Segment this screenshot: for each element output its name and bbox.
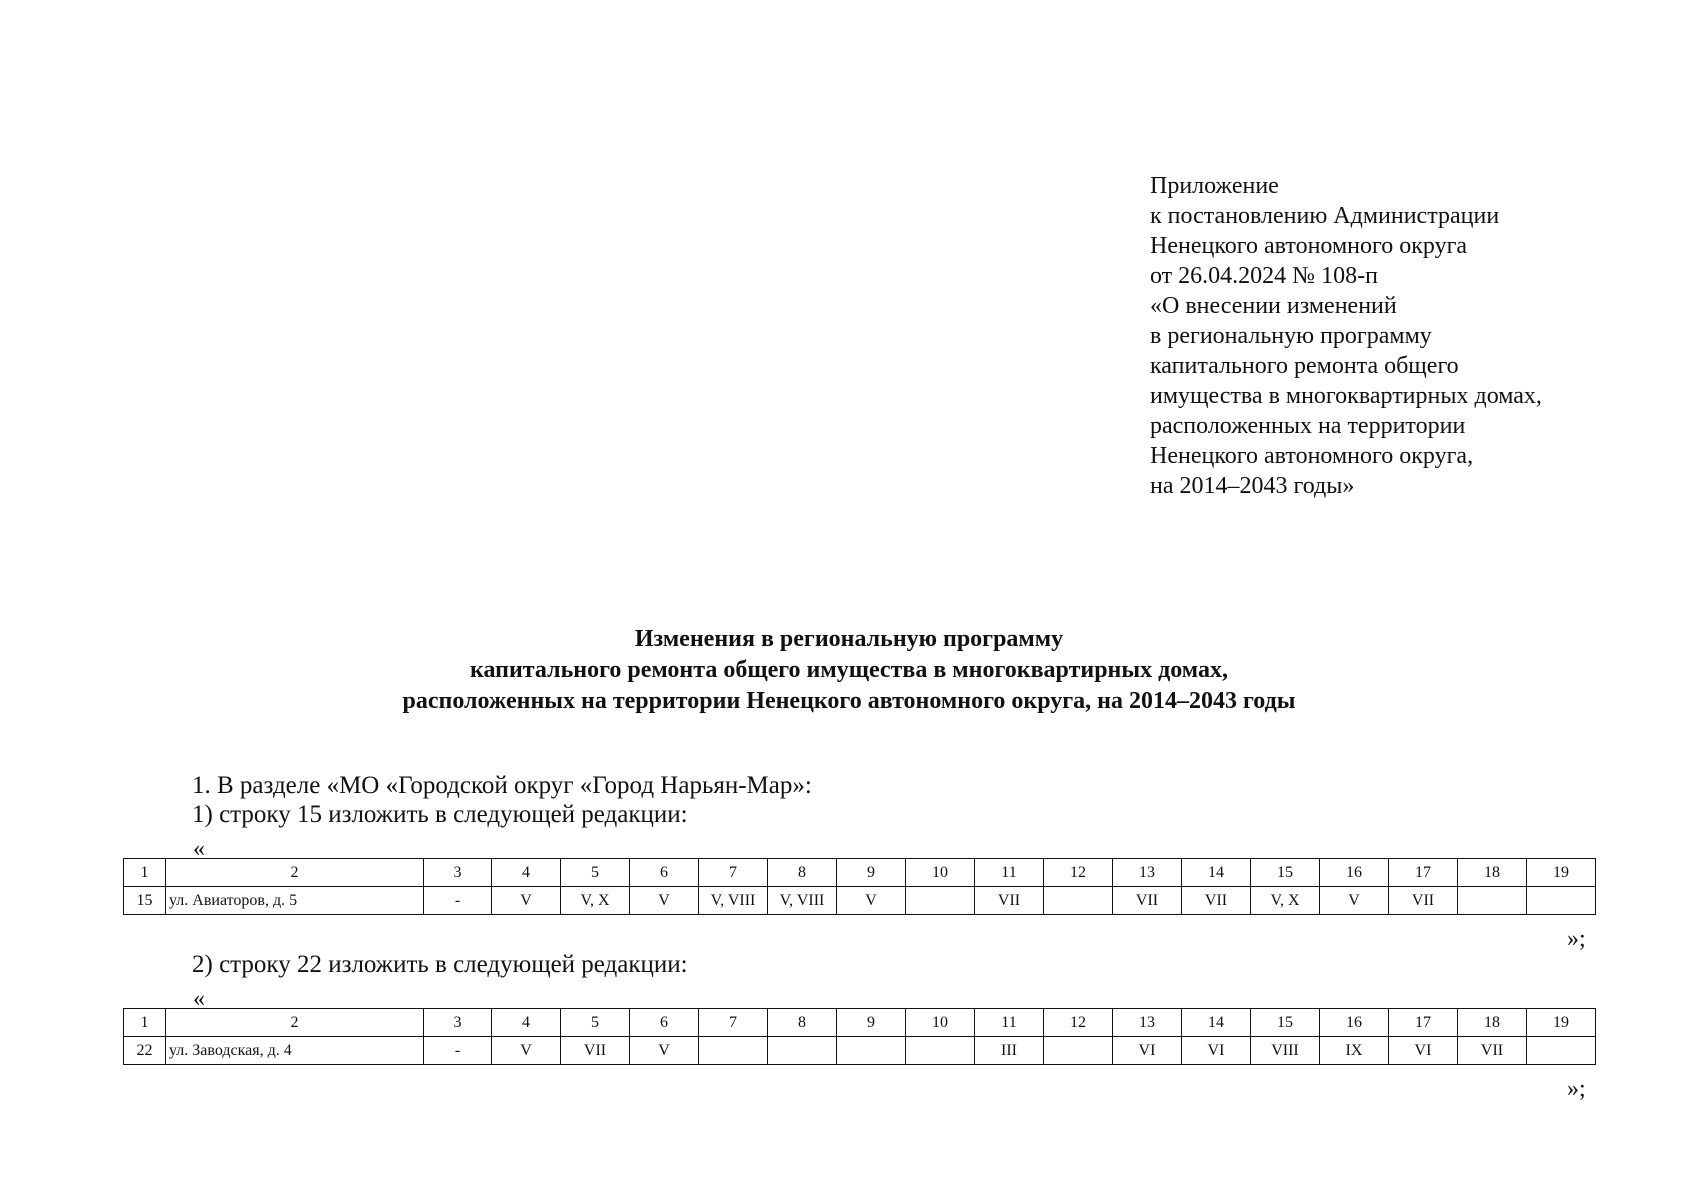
appendix-line: Ненецкого автономного округа bbox=[1150, 233, 1468, 259]
header-cell: 16 bbox=[1320, 1009, 1389, 1037]
header-cell: 8 bbox=[768, 1009, 837, 1037]
address-cell: ул. Заводская, д. 4 bbox=[166, 1037, 424, 1065]
row-number-cell: 15 bbox=[124, 887, 166, 915]
table-cell bbox=[1044, 1037, 1113, 1065]
table-cell: VII bbox=[1182, 887, 1251, 915]
header-cell: 17 bbox=[1389, 1009, 1458, 1037]
table-cell bbox=[1527, 887, 1596, 915]
instruction-2: 2) строку 22 изложить в следующей редакции: bbox=[192, 951, 688, 978]
table-cell: - bbox=[424, 887, 492, 915]
table-data-row bbox=[124, 1037, 1596, 1065]
table-row-22 bbox=[123, 1008, 1596, 1065]
table-cell: VII bbox=[975, 887, 1044, 915]
header-cell: 2 bbox=[166, 859, 424, 887]
header-cell: 6 bbox=[630, 859, 699, 887]
header-cell: 18 bbox=[1458, 859, 1527, 887]
header-cell: 4 bbox=[492, 859, 561, 887]
appendix-line: расположенных на территории bbox=[1150, 413, 1466, 439]
appendix-block bbox=[1150, 171, 1542, 501]
address-cell: ул. Авиаторов, д. 5 bbox=[166, 887, 424, 915]
header-cell: 15 bbox=[1251, 1009, 1320, 1037]
table-cell: V bbox=[492, 887, 561, 915]
table-cell: VII bbox=[1458, 1037, 1527, 1065]
table-cell: III bbox=[975, 1037, 1044, 1065]
table-cell bbox=[1527, 1037, 1596, 1065]
table-cell bbox=[768, 1037, 837, 1065]
header-cell: 12 bbox=[1044, 1009, 1113, 1037]
header-cell: 11 bbox=[975, 859, 1044, 887]
header-cell: 16 bbox=[1320, 859, 1389, 887]
header-cell: 10 bbox=[906, 859, 975, 887]
title-line: Изменения в региональную программу bbox=[634, 626, 1064, 652]
header-cell: 5 bbox=[561, 859, 630, 887]
header-cell: 12 bbox=[1044, 859, 1113, 887]
header-cell: 1 bbox=[124, 859, 166, 887]
header-cell: 5 bbox=[561, 1009, 630, 1037]
header-cell: 10 bbox=[906, 1009, 975, 1037]
appendix-line: в региональную программу bbox=[1150, 323, 1432, 349]
table-cell: V, VIII bbox=[699, 887, 768, 915]
appendix-line: «О внесении изменений bbox=[1150, 293, 1397, 319]
table-cell: V, X bbox=[561, 887, 630, 915]
header-cell: 2 bbox=[166, 1009, 424, 1037]
close-quote: »; bbox=[1567, 1076, 1586, 1102]
table-data-row bbox=[124, 887, 1596, 915]
table-header-row bbox=[124, 859, 1596, 887]
table-cell bbox=[906, 1037, 975, 1065]
header-cell: 14 bbox=[1182, 859, 1251, 887]
row-number-cell: 22 bbox=[124, 1037, 166, 1065]
header-cell: 19 bbox=[1527, 859, 1596, 887]
appendix-line: имущества в многоквартирных домах, bbox=[1150, 383, 1542, 409]
table-cell: V, VIII bbox=[768, 887, 837, 915]
table-cell: V bbox=[1320, 887, 1389, 915]
table-cell: - bbox=[424, 1037, 492, 1065]
appendix-line: Приложение bbox=[1150, 173, 1279, 199]
appendix-line: капитального ремонта общего bbox=[1150, 353, 1459, 379]
instruction-1: 1) строку 15 изложить в следующей редакции: bbox=[192, 801, 688, 828]
header-cell: 14 bbox=[1182, 1009, 1251, 1037]
table-cell: V bbox=[837, 887, 906, 915]
table-cell bbox=[1458, 887, 1527, 915]
appendix-line: к постановлению Администрации bbox=[1150, 203, 1500, 229]
header-cell: 13 bbox=[1113, 1009, 1182, 1037]
document-title bbox=[0, 624, 1698, 717]
table-cell: VII bbox=[561, 1037, 630, 1065]
header-cell: 9 bbox=[837, 1009, 906, 1037]
header-cell: 15 bbox=[1251, 859, 1320, 887]
table-cell: VI bbox=[1182, 1037, 1251, 1065]
table-cell: V, X bbox=[1251, 887, 1320, 915]
table-cell: VII bbox=[1113, 887, 1182, 915]
table-cell: V bbox=[492, 1037, 561, 1065]
table-cell: VII bbox=[1389, 887, 1458, 915]
title-line: капитального ремонта общего имущества в многоквартирных домах, bbox=[470, 657, 1228, 683]
header-cell: 4 bbox=[492, 1009, 561, 1037]
header-cell: 3 bbox=[424, 859, 492, 887]
table-cell: VI bbox=[1389, 1037, 1458, 1065]
table-cell: VI bbox=[1113, 1037, 1182, 1065]
table-cell bbox=[1044, 887, 1113, 915]
table-cell bbox=[699, 1037, 768, 1065]
table-header-row bbox=[124, 1009, 1596, 1037]
appendix-line: от 26.04.2024 № 108-п bbox=[1150, 263, 1378, 289]
section-heading: 1. В разделе «МО «Городской округ «Город Нарьян-Мар»: bbox=[192, 772, 812, 799]
header-cell: 9 bbox=[837, 859, 906, 887]
header-cell: 17 bbox=[1389, 859, 1458, 887]
header-cell: 8 bbox=[768, 859, 837, 887]
open-quote: « bbox=[193, 986, 205, 1012]
header-cell: 13 bbox=[1113, 859, 1182, 887]
header-cell: 11 bbox=[975, 1009, 1044, 1037]
header-cell: 6 bbox=[630, 1009, 699, 1037]
table-cell: V bbox=[630, 1037, 699, 1065]
header-cell: 7 bbox=[699, 859, 768, 887]
header-cell: 19 bbox=[1527, 1009, 1596, 1037]
table-cell bbox=[906, 887, 975, 915]
header-cell: 7 bbox=[699, 1009, 768, 1037]
title-line: расположенных на территории Ненецкого автономного округа, на 2014–2043 годы bbox=[402, 688, 1296, 714]
table-cell: IX bbox=[1320, 1037, 1389, 1065]
header-cell: 1 bbox=[124, 1009, 166, 1037]
table-row-15 bbox=[123, 858, 1596, 915]
appendix-line: на 2014–2043 годы» bbox=[1150, 473, 1355, 499]
open-quote: « bbox=[193, 836, 205, 862]
close-quote: »; bbox=[1567, 926, 1586, 952]
header-cell: 3 bbox=[424, 1009, 492, 1037]
table-cell: VIII bbox=[1251, 1037, 1320, 1065]
table-cell: V bbox=[630, 887, 699, 915]
header-cell: 18 bbox=[1458, 1009, 1527, 1037]
appendix-line: Ненецкого автономного округа, bbox=[1150, 443, 1474, 469]
table-cell bbox=[837, 1037, 906, 1065]
